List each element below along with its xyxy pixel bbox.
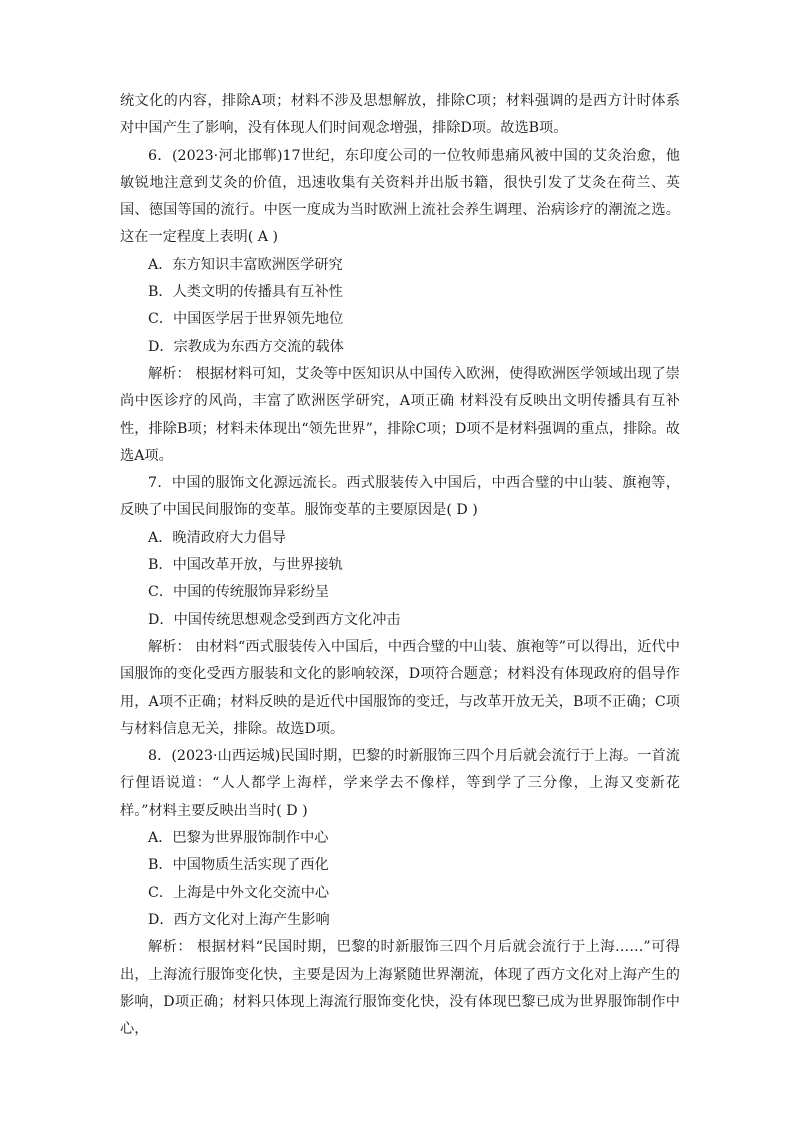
option-a: A．巴黎为世界服饰制作中心: [148, 830, 329, 847]
question-7: [120, 470, 680, 743]
question-8: [120, 743, 680, 1043]
question-analysis: 解析： 根据材料“民国时期，巴黎的时新服饰三四个月后就会流行于上海……”可得出，上海流行服饰变化快，主要是因为上海紧随世界潮流，体现了西方文化对上海产生的影响，D项正确；材料只体现上海流行服饰变化快，没有体现巴黎已成为世界服饰制作中心，: [120, 939, 680, 1038]
question-stem: 6．(2023·河北邯郸)17世纪，东印度公司的一位牧师患痛风被中国的艾灸治愈，他敏锐地注意到艾灸的价值，迅速收集有关资料并出版书籍，很快引发了艾灸在荷兰、英国、德国等国的流行。中医一度成为当时欧洲上流社会养生调理、治病诊疗的潮流之选。这在一定程度上表明( A ): [120, 147, 680, 246]
option-c: C．上海是中外文化交流中心: [148, 884, 330, 901]
document-page: [120, 88, 680, 1043]
option-a: A．东方知识丰富欧洲医学研究: [148, 256, 343, 273]
option-b: B．人类文明的传播具有互补性: [148, 284, 343, 301]
question-stem: 8．(2023·山西运城)民国时期，巴黎的时新服饰三四个月后就会流行于上海。一首流行俚语说道：“人人都学上海样，学来学去不像样，等到学了三分像，上海又变新花样。”材料主要反映出当时( D ): [120, 748, 680, 819]
option-b: B．中国改革开放，与世界接轨: [148, 557, 343, 574]
question-analysis: 解析： 根据材料可知，艾灸等中医知识从中国传入欧洲，使得欧洲医学领域出现了崇尚中医诊疗的风尚，丰富了欧洲医学研究，A项正确 材料没有反映出文明传播具有互补性，排除B项；材料未体现出“领先世界”，排除C项；D项不是材料强调的重点，排除。故选A项。: [120, 365, 680, 464]
question-analysis: 解析： 由材料“西式服装传入中国后，中西合璧的中山装、旗袍等”可以得出，近代中国服饰的变化受西方服装和文化的影响较深，D项符合题意；材料没有体现政府的倡导作用，A项不正确；材料反映的是近代中国服饰的变迁，与改革开放无关，B项不正确；C项与材料信息无关，排除。故选D项。: [120, 638, 680, 737]
option-d: D．宗教成为东西方交流的载体: [148, 338, 344, 355]
option-b: B．中国物质生活实现了西化: [148, 857, 329, 874]
option-c: C．中国医学居于世界领先地位: [148, 311, 344, 328]
option-c: C．中国的传统服饰异彩纷呈: [148, 584, 330, 601]
question-6: [120, 143, 680, 471]
option-d: D．西方文化对上海产生影响: [148, 911, 330, 928]
option-d: D．中国传统思想观念受到西方文化冲击: [148, 611, 401, 628]
option-a: A．晚清政府大力倡导: [148, 529, 286, 546]
question-stem: 7．中国的服饰文化源远流长。西式服装传入中国后，中西合璧的中山装、旗袍等，反映了中国民间服饰的变革。服饰变革的主要原因是( D ): [120, 475, 680, 519]
lead-paragraph: 统文化的内容，排除A项；材料不涉及思想解放，排除C项；材料强调的是西方计时体系对中国产生了影响，没有体现人们时间观念增强，排除D项。故选B项。: [120, 93, 680, 137]
